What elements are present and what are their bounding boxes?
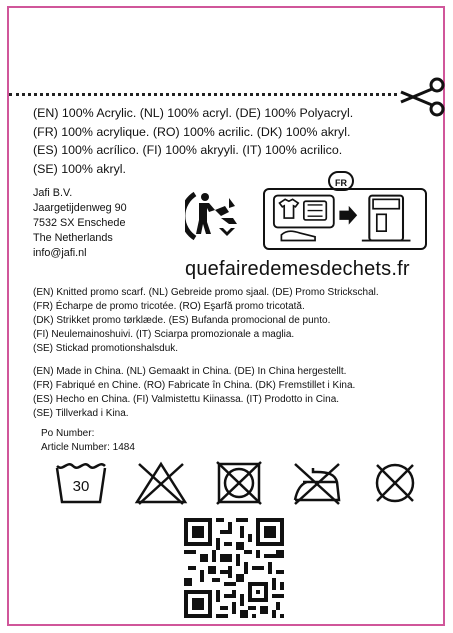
composition-line: (FR) 100% acrylique. (RO) 100% acrilic. (DK) 100% akryl.: [33, 124, 351, 139]
sorting-info-box: [263, 188, 427, 250]
cut-line: [9, 93, 397, 96]
no-dry-clean-icon: [365, 460, 425, 506]
no-tumble-dry-icon: [209, 460, 269, 506]
garment-label: [7, 6, 445, 626]
country-badge: FR: [328, 171, 354, 191]
company-name: Jafi B.V.: [33, 187, 73, 199]
postal-city: 7532 SX Enschede: [33, 217, 126, 229]
composition-line: (ES) 100% acrílico. (FI) 100% akryyli. (IT) 100% acrilico.: [33, 143, 343, 157]
country-of-origin: [33, 365, 355, 421]
wash-temperature: 30: [72, 478, 90, 495]
article-number: Article Number: 1484: [41, 442, 135, 453]
fiber-composition: [33, 104, 443, 178]
composition-line: (SE) 100% akryl.: [33, 161, 126, 176]
wash-30-icon: [53, 460, 113, 506]
product-description: [33, 286, 379, 356]
care-symbols: [53, 460, 423, 510]
email: info@jafi.nl: [33, 247, 87, 259]
no-iron-icon: [287, 460, 347, 506]
company-address: [33, 186, 127, 261]
origin-line: (SE) Tillverkad i Kina.: [33, 408, 129, 419]
origin-line: (EN) Made in China. (NL) Gemaakt in China. (DE) In China hergestellt.: [33, 366, 347, 377]
description-line: (EN) Knitted promo scarf. (NL) Gebreide promo sjaal. (DE) Promo Strickschal.: [33, 287, 379, 298]
textile-disposal-icon: [265, 190, 425, 248]
country: The Netherlands: [33, 232, 113, 244]
po-number: Po Number:: [41, 428, 95, 439]
composition-line: (EN) 100% Acrylic. (NL) 100% acryl. (DE) 100% Polyacryl.: [33, 106, 354, 120]
order-info: [41, 427, 135, 455]
description-line: (DK) Strikket promo tørklæde. (ES) Bufanda promocional de punto.: [33, 315, 331, 326]
no-bleach-icon: [131, 460, 191, 506]
origin-line: (ES) Hecho en China. (FI) Valmistettu Kiinassa. (IT) Prodotto in Cina.: [33, 394, 340, 405]
triman-icon: [185, 188, 241, 244]
description-line: (FR) Écharpe de promo tricotée. (RO) Eşarfă promo tricotată.: [33, 301, 305, 312]
description-line: (SE) Stickad promotionshalsduk.: [33, 343, 179, 354]
description-line: (FI) Neulemainoshuivi. (IT) Sciarpa promozionale a maglia.: [33, 329, 295, 340]
recycling-website: quefairedemesdechets.fr: [185, 258, 410, 280]
street: Jaargetijdenweg 90: [33, 202, 127, 214]
qr-code[interactable]: [184, 518, 284, 618]
origin-line: (FR) Fabriqué en Chine. (RO) Fabricate în China. (DK) Fremstillet i Kina.: [33, 380, 356, 391]
